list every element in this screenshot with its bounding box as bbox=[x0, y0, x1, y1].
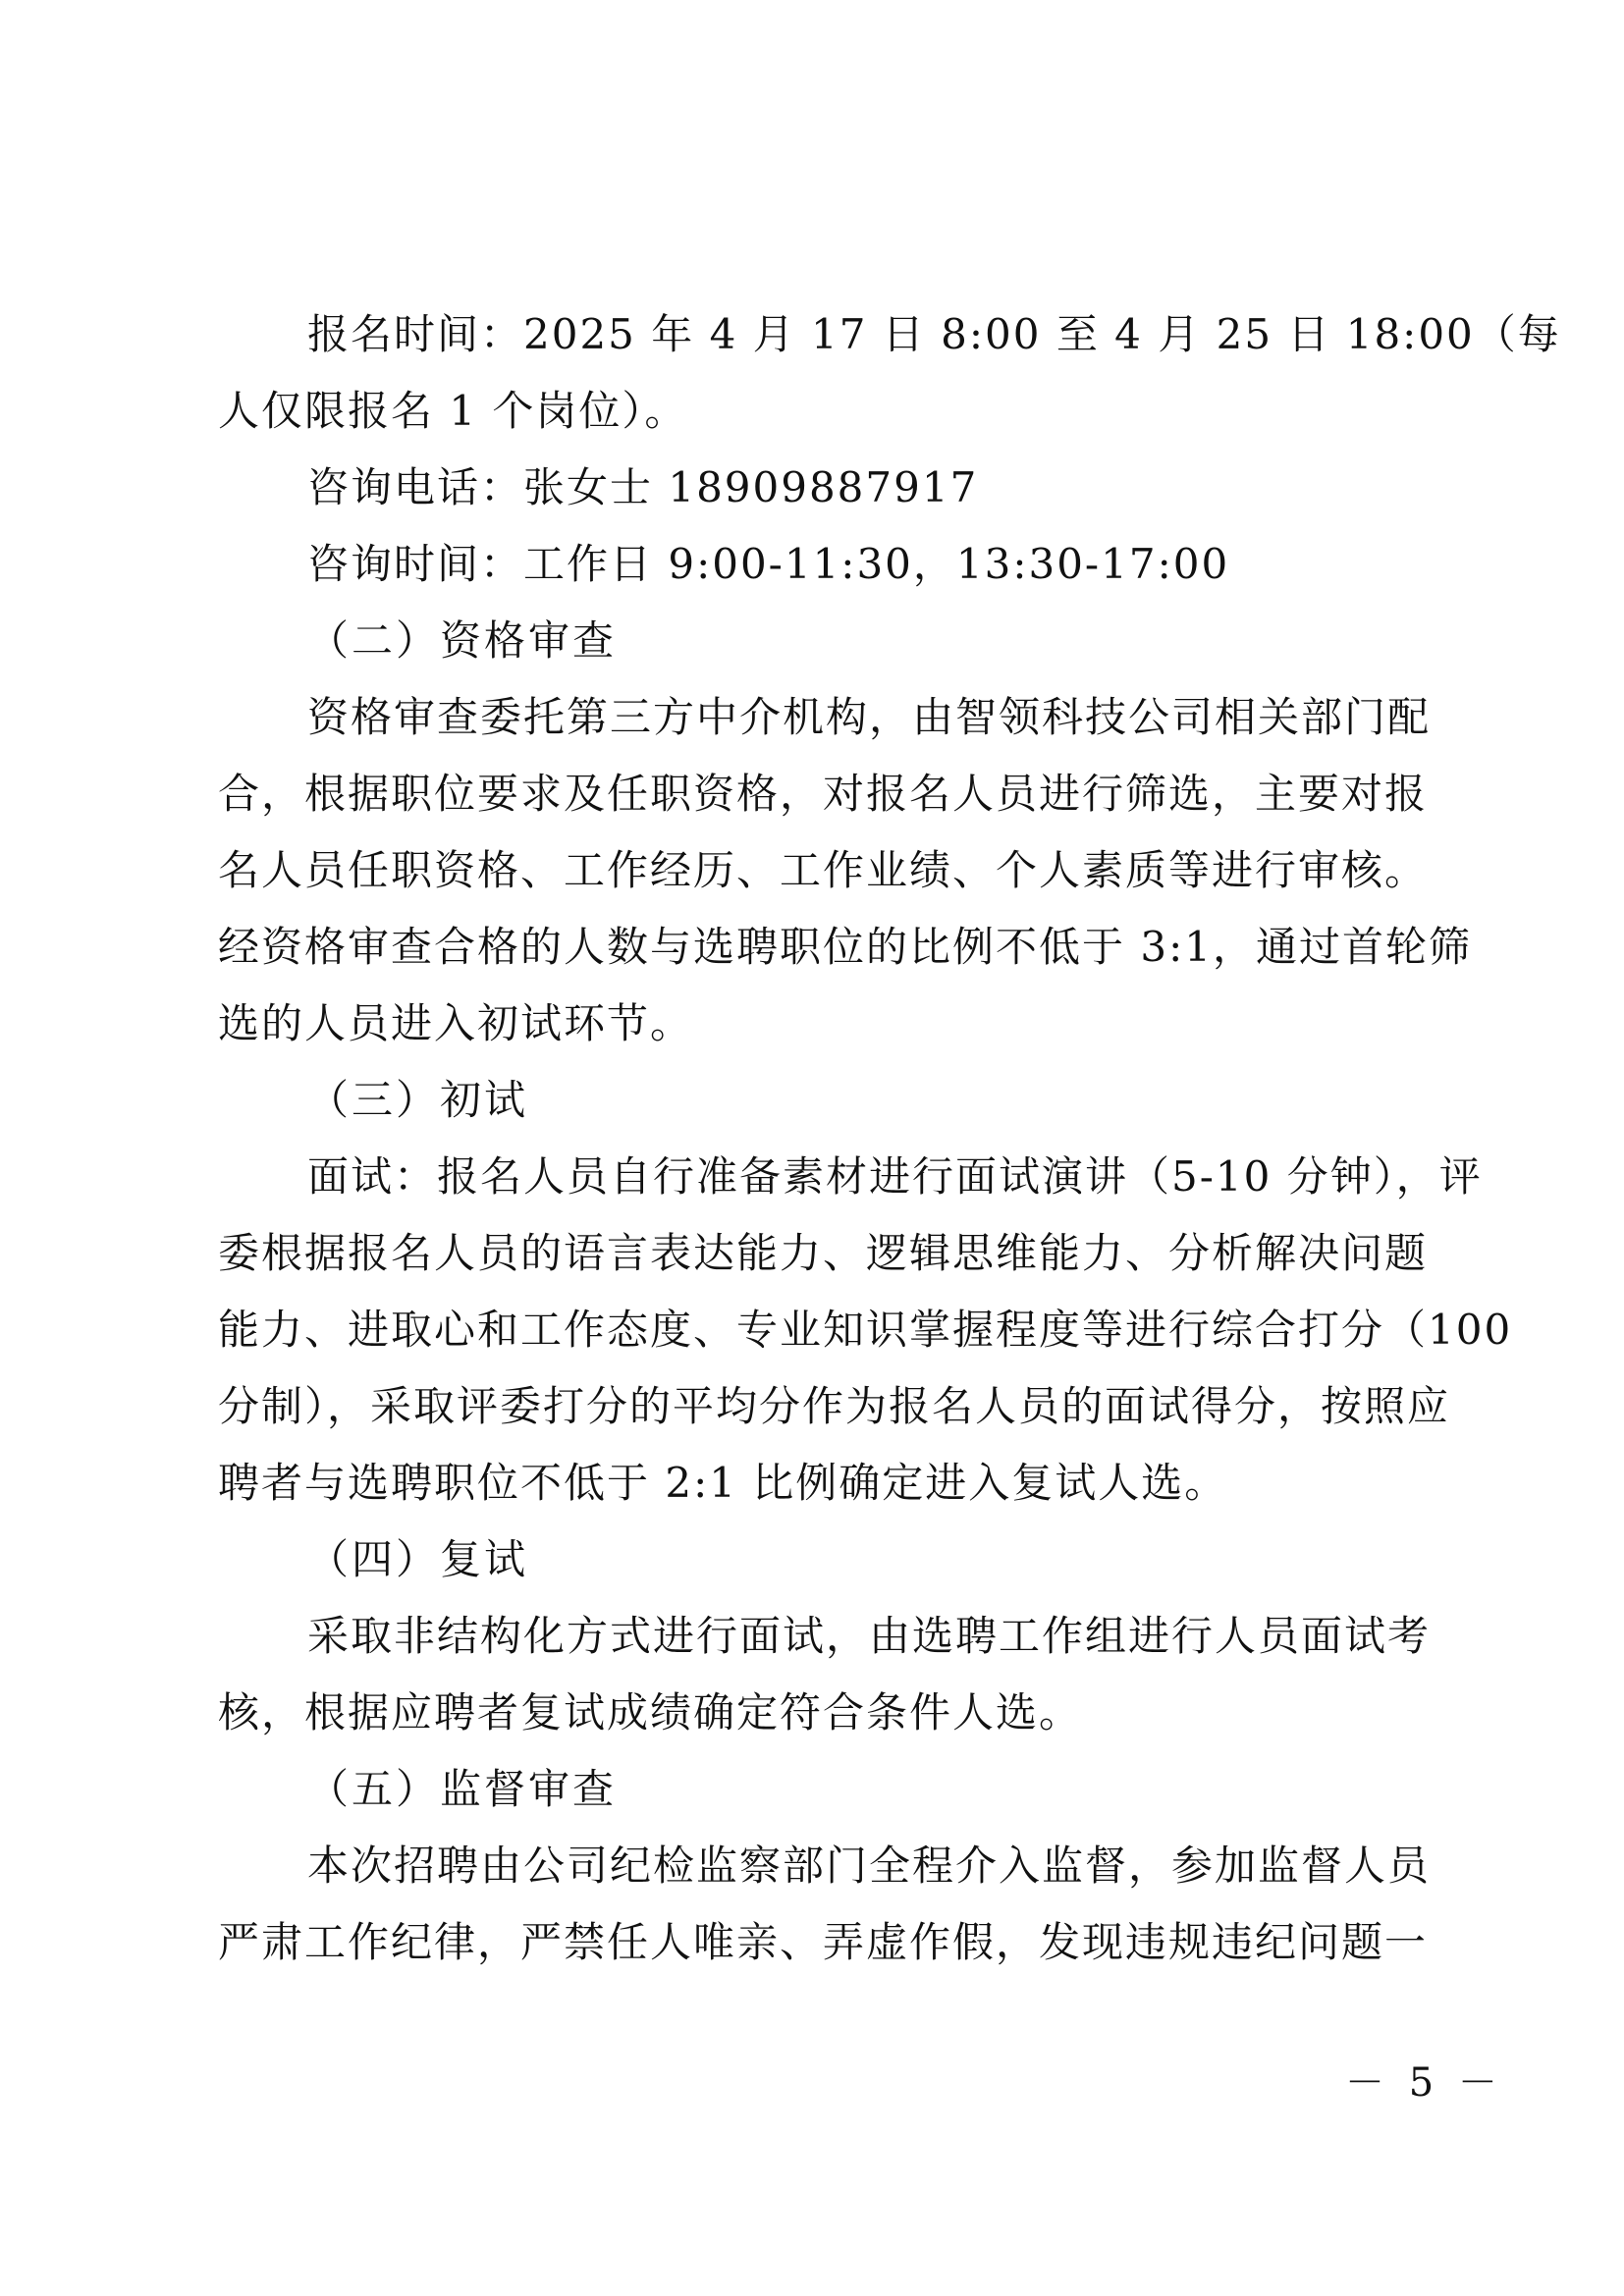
paragraph-line: 名人员任职资格、工作经历、工作业绩、个人素质等进行审核。 bbox=[218, 846, 1429, 894]
registration-time-line-1: 报名时间：2025 年 4 月 17 日 8:00 至 4 月 25 日 18:00（每 bbox=[307, 310, 1561, 358]
paragraph-line: 资格审查委托第三方中介机构，由智领科技公司相关部门配 bbox=[307, 693, 1432, 741]
consult-phone-line: 咨询电话：张女士 18909887917 bbox=[307, 463, 979, 511]
section-heading-first-interview: （三）初试 bbox=[307, 1076, 529, 1124]
paragraph-line: 经资格审查合格的人数与选聘职位的比例不低于 3:1，通过首轮筛 bbox=[218, 923, 1472, 971]
paragraph-line: 本次招聘由公司纪检监察部门全程介入监督，参加监督人员 bbox=[307, 1842, 1432, 1890]
paragraph-line: 聘者与选聘职位不低于 2:1 比例确定进入复试人选。 bbox=[218, 1459, 1228, 1507]
paragraph-line: 选的人员进入初试环节。 bbox=[218, 999, 694, 1047]
section-heading-second-interview: （四）复试 bbox=[307, 1535, 529, 1583]
paragraph-line: 面试：报名人员自行准备素材进行面试演讲（5-10 分钟），评 bbox=[307, 1152, 1483, 1201]
registration-time-line-2: 人仅限报名 1 个岗位）。 bbox=[218, 387, 688, 435]
paragraph-line: 严肃工作纪律，严禁任人唯亲、弄虚作假，发现违规违纪问题一 bbox=[218, 1918, 1429, 1966]
section-heading-qualification-review: （二）资格审查 bbox=[307, 616, 618, 665]
consult-hours-line: 咨询时间：工作日 9:00-11:30，13:30-17:00 bbox=[307, 540, 1230, 588]
paragraph-line: 委根据报名人员的语言表达能力、逻辑思维能力、分析解决问题 bbox=[218, 1229, 1429, 1277]
paragraph-line: 能力、进取心和工作态度、专业知识掌握程度等进行综合打分（100 bbox=[218, 1306, 1513, 1354]
paragraph-line: 分制），采取评委打分的平均分作为报名人员的面试得分，按照应 bbox=[218, 1382, 1451, 1430]
paragraph-line: 合，根据职位要求及任职资格，对报名人员进行筛选，主要对报 bbox=[218, 770, 1429, 818]
paragraph-line: 核，根据应聘者复试成绩确定符合条件人选。 bbox=[218, 1688, 1083, 1736]
page-number: － 5 － bbox=[1345, 2060, 1503, 2106]
section-heading-supervision-review: （五）监督审查 bbox=[307, 1765, 618, 1813]
paragraph-line: 采取非结构化方式进行面试，由选聘工作组进行人员面试考 bbox=[307, 1612, 1432, 1660]
